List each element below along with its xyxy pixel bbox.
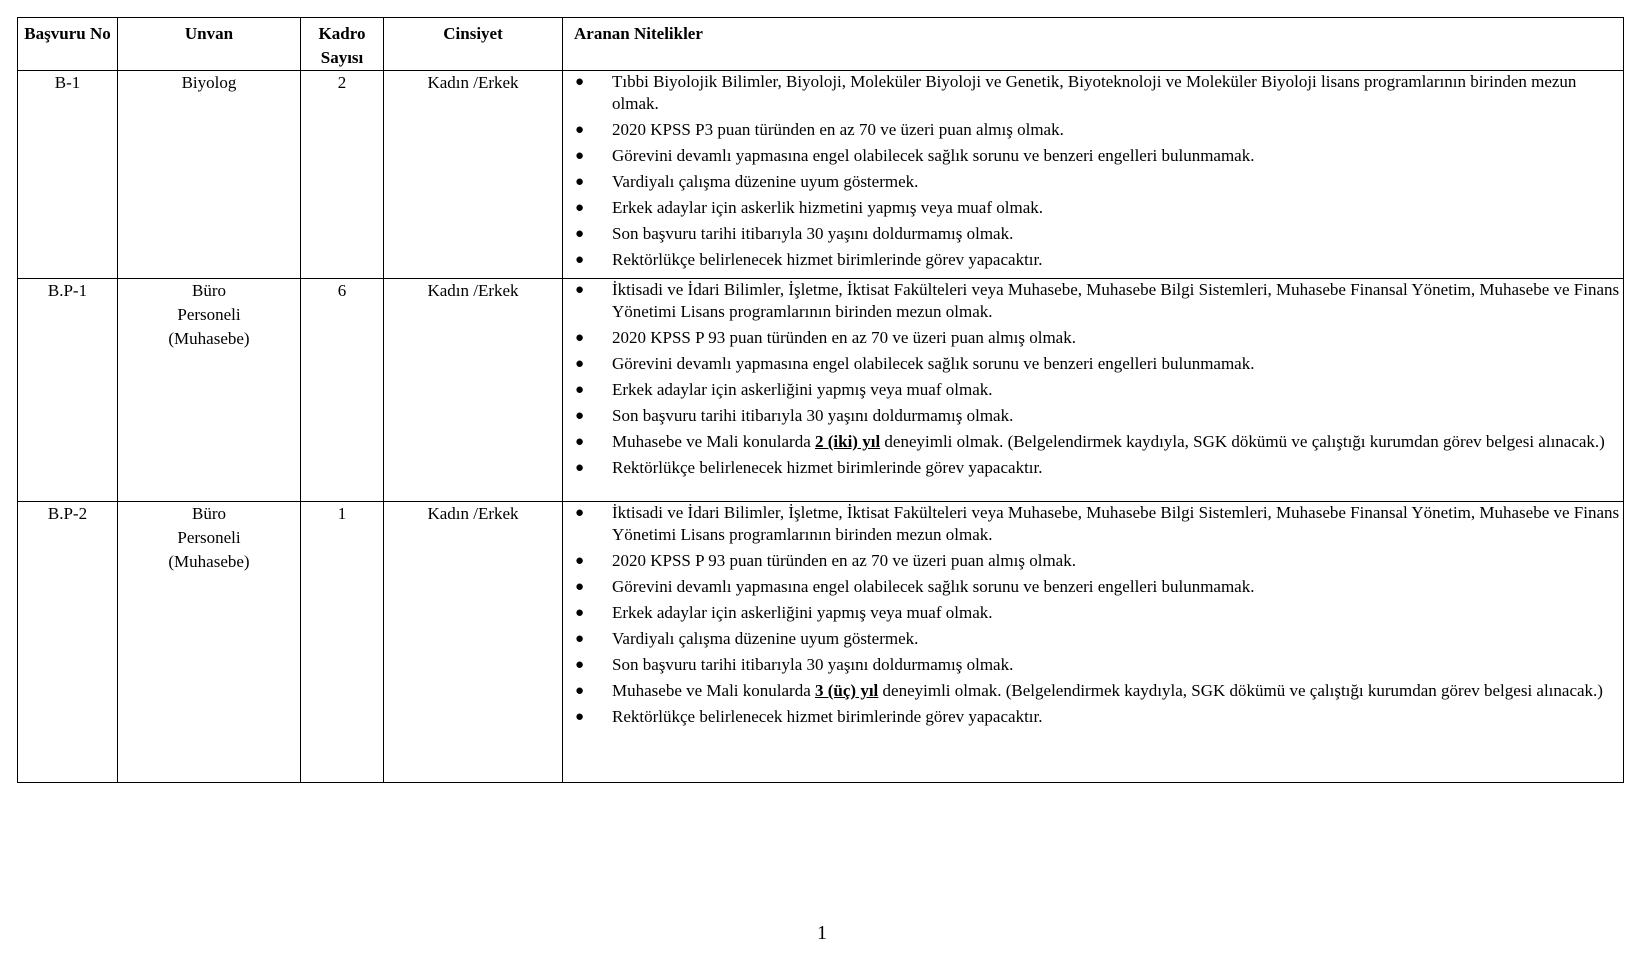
qualification-text: deneyimli olmak. (Belgelendirmek kaydıyla, SGK dökümü ve çalıştığı kurumdan görev belgesi alınacak.) <box>878 681 1603 700</box>
unvan-line: Büro <box>192 504 226 523</box>
qualification-text: Tıbbi Biyolojik Bilimler, Biyoloji, Moleküler Biyoloji ve Genetik, Biyoteknoloji ve Moleküler Biyoloji lisans programlarının birinden mezun olmak. <box>612 72 1577 113</box>
bullet-icon: ● <box>575 408 585 424</box>
qualification-text: Son başvuru tarihi itibarıyla 30 yaşını doldurmamış olmak. <box>612 406 1014 425</box>
cell-unvan <box>118 502 301 783</box>
qualification-text: 2020 KPSS P 93 puan türünden en az 70 ve üzeri puan almış olmak. <box>612 551 1076 570</box>
bullet-icon: ● <box>575 282 585 298</box>
cell-basvuru-no: B.P-1 <box>18 279 118 502</box>
qualification-item <box>563 197 1623 219</box>
bullet-icon: ● <box>575 657 585 673</box>
page-number: 1 <box>817 922 827 944</box>
qualification-item <box>563 327 1623 349</box>
qualification-item <box>563 431 1623 453</box>
qualification-item <box>563 550 1623 572</box>
experience-duration: 2 (iki) yıl <box>815 432 881 451</box>
qualification-item <box>563 602 1623 624</box>
header-kadro-sayisi <box>301 18 384 71</box>
job-requirements-table <box>17 17 1624 783</box>
cell-basvuru-no: B.P-2 <box>18 502 118 783</box>
qualification-item <box>563 71 1623 115</box>
qualification-item <box>563 706 1623 728</box>
qualification-text: Erkek adaylar için askerlik hizmetini yapmış veya muaf olmak. <box>612 198 1043 217</box>
qualification-list <box>563 279 1623 479</box>
qualification-item <box>563 457 1623 479</box>
experience-duration: 3 (üç) yıl <box>815 681 879 700</box>
table-row <box>18 279 1624 502</box>
bullet-icon: ● <box>575 74 585 90</box>
cell-kadro-sayisi: 6 <box>301 279 384 502</box>
qualification-text: Rektörlükçe belirlenecek hizmet birimlerinde görev yapacaktır. <box>612 458 1043 477</box>
unvan-line: Biyolog <box>181 73 237 92</box>
bullet-icon: ● <box>575 709 585 725</box>
unvan-line: Büro <box>192 281 226 300</box>
qualification-text: Muhasebe ve Mali konularda <box>612 681 815 700</box>
bullet-icon: ● <box>575 605 585 621</box>
unvan-line: Personeli <box>177 528 241 547</box>
qualification-text: Erkek adaylar için askerliğini yapmış veya muaf olmak. <box>612 603 993 622</box>
bullet-icon: ● <box>575 382 585 398</box>
qualification-text: Vardiyalı çalışma düzenine uyum göstermek. <box>612 172 919 191</box>
cell-cinsiyet: Kadın /Erkek <box>384 502 563 783</box>
qualification-item <box>563 119 1623 141</box>
bullet-icon: ● <box>575 553 585 569</box>
bullet-icon: ● <box>575 579 585 595</box>
header-unvan: Unvan <box>118 18 301 71</box>
cell-basvuru-no: B-1 <box>18 71 118 279</box>
qualification-item <box>563 249 1623 271</box>
qualification-item <box>563 680 1623 702</box>
cell-kadro-sayisi: 2 <box>301 71 384 279</box>
qualification-text: deneyimli olmak. (Belgelendirmek kaydıyla, SGK dökümü ve çalıştığı kurumdan görev belgesi alınacak.) <box>880 432 1605 451</box>
unvan-line: (Muhasebe) <box>168 552 250 571</box>
table-header-row <box>18 18 1624 71</box>
cell-aranan-nitelikler <box>563 502 1624 783</box>
cell-unvan <box>118 71 301 279</box>
qualification-text: Erkek adaylar için askerliğini yapmış veya muaf olmak. <box>612 380 993 399</box>
qualification-list <box>563 71 1623 271</box>
cell-aranan-nitelikler <box>563 279 1624 502</box>
qualification-item <box>563 223 1623 245</box>
qualification-text: İktisadi ve İdari Bilimler, İşletme, İktisat Fakülteleri veya Muhasebe, Muhasebe Bilgi Sistemleri, Muhasebe Finansal Yönetim, Muhasebe ve Finans Yönetimi Lisans programlarının birinden mezun olmak. <box>612 503 1620 544</box>
qualification-text: Görevini devamlı yapmasına engel olabilecek sağlık sorunu ve benzeri engelleri bulunmamak. <box>612 146 1255 165</box>
qualification-text: Muhasebe ve Mali konularda <box>612 432 815 451</box>
qualification-item <box>563 576 1623 598</box>
qualification-text: Rektörlükçe belirlenecek hizmet birimlerinde görev yapacaktır. <box>612 250 1043 269</box>
qualification-item <box>563 654 1623 676</box>
unvan-line: Personeli <box>177 305 241 324</box>
header-cinsiyet: Cinsiyet <box>384 18 563 71</box>
bullet-icon: ● <box>575 122 585 138</box>
unvan-line: (Muhasebe) <box>168 329 250 348</box>
bullet-icon: ● <box>575 631 585 647</box>
qualification-text: Rektörlükçe belirlenecek hizmet birimlerinde görev yapacaktır. <box>612 707 1043 726</box>
qualification-item <box>563 405 1623 427</box>
bullet-icon: ● <box>575 252 585 268</box>
qualification-text: İktisadi ve İdari Bilimler, İşletme, İktisat Fakülteleri veya Muhasebe, Muhasebe Bilgi Sistemleri, Muhasebe Finansal Yönetim, Muhasebe ve Finans Yönetimi Lisans programlarının birinden mezun olmak. <box>612 280 1620 321</box>
qualification-text: 2020 KPSS P 93 puan türünden en az 70 ve üzeri puan almış olmak. <box>612 328 1076 347</box>
qualification-text: Vardiyalı çalışma düzenine uyum göstermek. <box>612 629 919 648</box>
cell-kadro-sayisi: 1 <box>301 502 384 783</box>
bullet-icon: ● <box>575 226 585 242</box>
table-row <box>18 71 1624 279</box>
bullet-icon: ● <box>575 460 585 476</box>
bullet-icon: ● <box>575 148 585 164</box>
header-kadro-line1: Kadro <box>318 24 366 43</box>
table-row <box>18 502 1624 783</box>
qualification-item <box>563 502 1623 546</box>
cell-aranan-nitelikler <box>563 71 1624 279</box>
qualification-text: Görevini devamlı yapmasına engel olabilecek sağlık sorunu ve benzeri engelleri bulunmamak. <box>612 577 1255 596</box>
cell-cinsiyet: Kadın /Erkek <box>384 279 563 502</box>
qualification-item <box>563 279 1623 323</box>
bullet-icon: ● <box>575 505 585 521</box>
qualification-list <box>563 502 1623 728</box>
header-kadro-line2: Sayısı <box>320 48 364 67</box>
table-body <box>18 71 1624 783</box>
qualification-text: Görevini devamlı yapmasına engel olabilecek sağlık sorunu ve benzeri engelleri bulunmamak. <box>612 354 1255 373</box>
qualification-item <box>563 628 1623 650</box>
qualification-item <box>563 171 1623 193</box>
bullet-icon: ● <box>575 330 585 346</box>
bullet-icon: ● <box>575 434 585 450</box>
header-aranan-nitelikler: Aranan Nitelikler <box>563 18 1624 71</box>
cell-unvan <box>118 279 301 502</box>
bullet-icon: ● <box>575 174 585 190</box>
bullet-icon: ● <box>575 683 585 699</box>
qualification-item <box>563 145 1623 167</box>
header-basvuru-no: Başvuru No <box>18 18 118 71</box>
qualification-item <box>563 353 1623 375</box>
cell-cinsiyet: Kadın /Erkek <box>384 71 563 279</box>
qualification-item <box>563 379 1623 401</box>
bullet-icon: ● <box>575 200 585 216</box>
qualification-text: Son başvuru tarihi itibarıyla 30 yaşını doldurmamış olmak. <box>612 224 1014 243</box>
qualification-text: Son başvuru tarihi itibarıyla 30 yaşını doldurmamış olmak. <box>612 655 1014 674</box>
qualification-text: 2020 KPSS P3 puan türünden en az 70 ve üzeri puan almış olmak. <box>612 120 1064 139</box>
bullet-icon: ● <box>575 356 585 372</box>
